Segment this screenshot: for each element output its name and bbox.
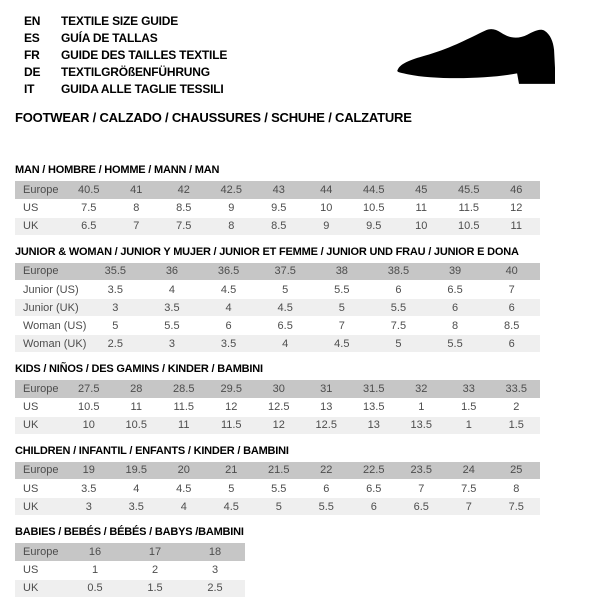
size-cell: 6 <box>350 498 398 516</box>
size-cell: 17 <box>125 543 185 561</box>
size-cell: 4 <box>160 498 208 516</box>
size-cell: 40.5 <box>65 181 113 199</box>
size-cell: 4.5 <box>160 480 208 498</box>
size-cell: 22 <box>303 462 351 480</box>
language-row <box>24 64 227 81</box>
size-cell: 13.5 <box>350 398 398 416</box>
table-row <box>15 398 540 416</box>
size-cell: 7.5 <box>493 498 541 516</box>
table-row <box>15 462 540 480</box>
size-cell: 31.5 <box>350 380 398 398</box>
table-title: KIDS / NIÑOS / DES GAMINS / KINDER / BAMBINI <box>15 363 263 375</box>
size-cell: 7.5 <box>445 480 493 498</box>
size-cell: 32 <box>398 380 446 398</box>
table-row <box>15 579 245 597</box>
size-cell: 3.5 <box>65 480 113 498</box>
size-cell: 8 <box>427 317 484 335</box>
size-cell: 12 <box>255 416 303 434</box>
size-cell: 42 <box>160 181 208 199</box>
row-label: Europe <box>15 263 87 281</box>
table-row <box>15 380 540 398</box>
language-title: GUIDE DES TAILLES TEXTILE <box>61 48 228 62</box>
size-cell: 6.5 <box>398 498 446 516</box>
size-cell: 10.5 <box>65 398 113 416</box>
size-cell: 3 <box>87 299 144 317</box>
size-cell: 6 <box>483 335 540 353</box>
row-label: UK <box>15 217 65 235</box>
shoe-icon <box>393 25 573 101</box>
row-label: Junior (US) <box>15 281 87 299</box>
size-cell: 11.5 <box>160 398 208 416</box>
language-row <box>24 30 227 47</box>
size-cell: 3.5 <box>200 335 257 353</box>
size-cell: 8 <box>493 480 541 498</box>
table-row <box>15 317 540 335</box>
size-cell: 1 <box>65 561 125 579</box>
size-tables <box>15 164 540 600</box>
size-cell: 11 <box>113 398 161 416</box>
size-table <box>15 263 540 354</box>
size-cell: 10 <box>303 199 351 217</box>
size-cell: 38 <box>314 263 371 281</box>
size-cell: 10.5 <box>445 217 493 235</box>
size-cell: 31 <box>303 380 351 398</box>
size-cell: 3 <box>144 335 201 353</box>
size-cell: 3.5 <box>87 281 144 299</box>
table-row <box>15 561 245 579</box>
size-cell: 10.5 <box>350 199 398 217</box>
size-table-section <box>15 246 540 354</box>
size-cell: 3.5 <box>144 299 201 317</box>
table-row <box>15 498 540 516</box>
language-code: EN <box>24 14 41 28</box>
size-cell: 4 <box>113 480 161 498</box>
size-cell: 6 <box>427 299 484 317</box>
language-code: IT <box>24 82 35 96</box>
size-cell: 1.5 <box>445 398 493 416</box>
size-cell: 11 <box>398 199 446 217</box>
size-cell: 1 <box>445 416 493 434</box>
table-row <box>15 480 540 498</box>
size-cell: 5.5 <box>427 335 484 353</box>
table-title: MAN / HOMBRE / HOMME / MANN / MAN <box>15 164 220 176</box>
table-row <box>15 217 540 235</box>
size-cell: 9.5 <box>255 199 303 217</box>
size-cell: 8.5 <box>483 317 540 335</box>
size-cell: 7.5 <box>65 199 113 217</box>
size-cell: 7 <box>314 317 371 335</box>
size-cell: 6 <box>370 281 427 299</box>
size-cell: 10.5 <box>113 416 161 434</box>
row-label: Woman (UK) <box>15 335 87 353</box>
size-cell: 16 <box>65 543 125 561</box>
size-cell: 5.5 <box>144 317 201 335</box>
size-cell: 35.5 <box>87 263 144 281</box>
size-table <box>15 462 540 517</box>
size-cell: 12.5 <box>303 416 351 434</box>
size-cell: 10 <box>65 416 113 434</box>
size-cell: 10 <box>398 217 446 235</box>
table-title: BABIES / BEBÉS / BÉBÉS / BABYS /BAMBINI <box>15 526 244 538</box>
size-cell: 12.5 <box>255 398 303 416</box>
language-code: DE <box>24 65 41 79</box>
size-cell: 5 <box>370 335 427 353</box>
row-label: UK <box>15 498 65 516</box>
size-cell: 3 <box>65 498 113 516</box>
size-cell: 5 <box>87 317 144 335</box>
size-cell: 44 <box>303 181 351 199</box>
size-cell: 6 <box>303 480 351 498</box>
table-row <box>15 199 540 217</box>
size-cell: 23.5 <box>398 462 446 480</box>
table-row <box>15 416 540 434</box>
size-cell: 37.5 <box>257 263 314 281</box>
size-cell: 4.5 <box>208 498 256 516</box>
size-cell: 11.5 <box>208 416 256 434</box>
size-cell: 9 <box>208 199 256 217</box>
size-cell: 44.5 <box>350 181 398 199</box>
size-table-section <box>15 526 540 598</box>
size-cell: 2.5 <box>185 579 245 597</box>
language-title-list <box>24 13 227 98</box>
size-cell: 19.5 <box>113 462 161 480</box>
size-cell: 8 <box>208 217 256 235</box>
row-label: US <box>15 199 65 217</box>
table-row <box>15 335 540 353</box>
row-label: UK <box>15 416 65 434</box>
size-cell: 2 <box>493 398 541 416</box>
size-cell: 20 <box>160 462 208 480</box>
size-cell: 1 <box>398 398 446 416</box>
row-label: Europe <box>15 380 65 398</box>
size-table-section <box>15 363 540 435</box>
language-row <box>24 13 227 30</box>
size-cell: 5 <box>255 498 303 516</box>
size-cell: 22.5 <box>350 462 398 480</box>
size-cell: 28 <box>113 380 161 398</box>
language-code: FR <box>24 48 40 62</box>
size-cell: 8.5 <box>160 199 208 217</box>
size-cell: 33 <box>445 380 493 398</box>
size-cell: 5 <box>314 299 371 317</box>
row-label: US <box>15 398 65 416</box>
language-title: GUIDA ALLE TAGLIE TESSILI <box>61 82 224 96</box>
size-cell: 7 <box>445 498 493 516</box>
size-cell: 6 <box>200 317 257 335</box>
size-cell: 4 <box>144 281 201 299</box>
size-cell: 12 <box>493 199 541 217</box>
row-label: US <box>15 561 65 579</box>
size-cell: 0.5 <box>65 579 125 597</box>
size-table <box>15 181 540 236</box>
size-cell: 4.5 <box>314 335 371 353</box>
size-cell: 28.5 <box>160 380 208 398</box>
size-cell: 29.5 <box>208 380 256 398</box>
size-table <box>15 380 540 435</box>
size-table-section <box>15 445 540 517</box>
size-cell: 30 <box>255 380 303 398</box>
size-cell: 8.5 <box>255 217 303 235</box>
size-cell: 45 <box>398 181 446 199</box>
size-cell: 4.5 <box>200 281 257 299</box>
size-cell: 4 <box>200 299 257 317</box>
size-cell: 5 <box>257 281 314 299</box>
size-table-section <box>15 164 540 236</box>
size-cell: 8 <box>113 199 161 217</box>
language-title: GUÍA DE TALLAS <box>61 31 158 45</box>
size-cell: 13 <box>303 398 351 416</box>
size-cell: 21 <box>208 462 256 480</box>
size-cell: 5.5 <box>314 281 371 299</box>
size-cell: 5.5 <box>303 498 351 516</box>
row-label: Europe <box>15 543 65 561</box>
size-cell: 36.5 <box>200 263 257 281</box>
size-cell: 18 <box>185 543 245 561</box>
size-cell: 46 <box>493 181 541 199</box>
size-cell: 1.5 <box>125 579 185 597</box>
size-cell: 5.5 <box>255 480 303 498</box>
table-row <box>15 299 540 317</box>
size-cell: 3 <box>185 561 245 579</box>
size-cell: 2 <box>125 561 185 579</box>
size-cell: 7 <box>113 217 161 235</box>
size-cell: 42.5 <box>208 181 256 199</box>
size-cell: 33.5 <box>493 380 541 398</box>
table-title: CHILDREN / INFANTIL / ENFANTS / KINDER / BAMBINI <box>15 444 289 457</box>
size-cell: 6.5 <box>65 217 113 235</box>
size-cell: 11 <box>493 217 541 235</box>
table-row <box>15 543 245 561</box>
table-row <box>15 281 540 299</box>
size-cell: 5.5 <box>370 299 427 317</box>
table-row <box>15 263 540 281</box>
size-cell: 6.5 <box>257 317 314 335</box>
size-cell: 19 <box>65 462 113 480</box>
size-cell: 11.5 <box>445 199 493 217</box>
size-cell: 40 <box>483 263 540 281</box>
size-cell: 41 <box>113 181 161 199</box>
size-table <box>15 543 245 598</box>
size-cell: 39 <box>427 263 484 281</box>
size-cell: 13 <box>350 416 398 434</box>
category-title: FOOTWEAR / CALZADO / CHAUSSURES / SCHUHE / CALZATURE <box>15 110 412 125</box>
size-cell: 24 <box>445 462 493 480</box>
size-cell: 45.5 <box>445 181 493 199</box>
size-cell: 2.5 <box>87 335 144 353</box>
size-cell: 7 <box>483 281 540 299</box>
size-cell: 38.5 <box>370 263 427 281</box>
size-cell: 7 <box>398 480 446 498</box>
row-label: Europe <box>15 181 65 199</box>
size-cell: 4.5 <box>257 299 314 317</box>
size-cell: 9.5 <box>350 217 398 235</box>
size-cell: 13.5 <box>398 416 446 434</box>
size-cell: 27.5 <box>65 380 113 398</box>
row-label: US <box>15 480 65 498</box>
row-label: Europe <box>15 462 65 480</box>
size-cell: 1.5 <box>493 416 541 434</box>
language-code: ES <box>24 31 40 45</box>
size-cell: 6 <box>483 299 540 317</box>
row-label: Woman (US) <box>15 317 87 335</box>
language-title: TEXTILE SIZE GUIDE <box>61 14 179 28</box>
size-cell: 4 <box>257 335 314 353</box>
size-cell: 7.5 <box>160 217 208 235</box>
language-title: TEXTILGRÖßENFÜHRUNG <box>61 65 210 79</box>
size-cell: 6.5 <box>427 281 484 299</box>
size-cell: 5 <box>208 480 256 498</box>
size-cell: 6.5 <box>350 480 398 498</box>
language-row <box>24 47 227 64</box>
size-cell: 11 <box>160 416 208 434</box>
size-cell: 9 <box>303 217 351 235</box>
size-cell: 7.5 <box>370 317 427 335</box>
size-cell: 36 <box>144 263 201 281</box>
size-cell: 21.5 <box>255 462 303 480</box>
language-row <box>24 81 227 98</box>
table-row <box>15 181 540 199</box>
row-label: UK <box>15 579 65 597</box>
size-cell: 43 <box>255 181 303 199</box>
table-title: JUNIOR & WOMAN / JUNIOR Y MUJER / JUNIOR ET FEMME / JUNIOR UND FRAU / JUNIOR E DONA <box>15 245 519 258</box>
row-label: Junior (UK) <box>15 299 87 317</box>
size-cell: 12 <box>208 398 256 416</box>
size-cell: 3.5 <box>113 498 161 516</box>
size-cell: 25 <box>493 462 541 480</box>
